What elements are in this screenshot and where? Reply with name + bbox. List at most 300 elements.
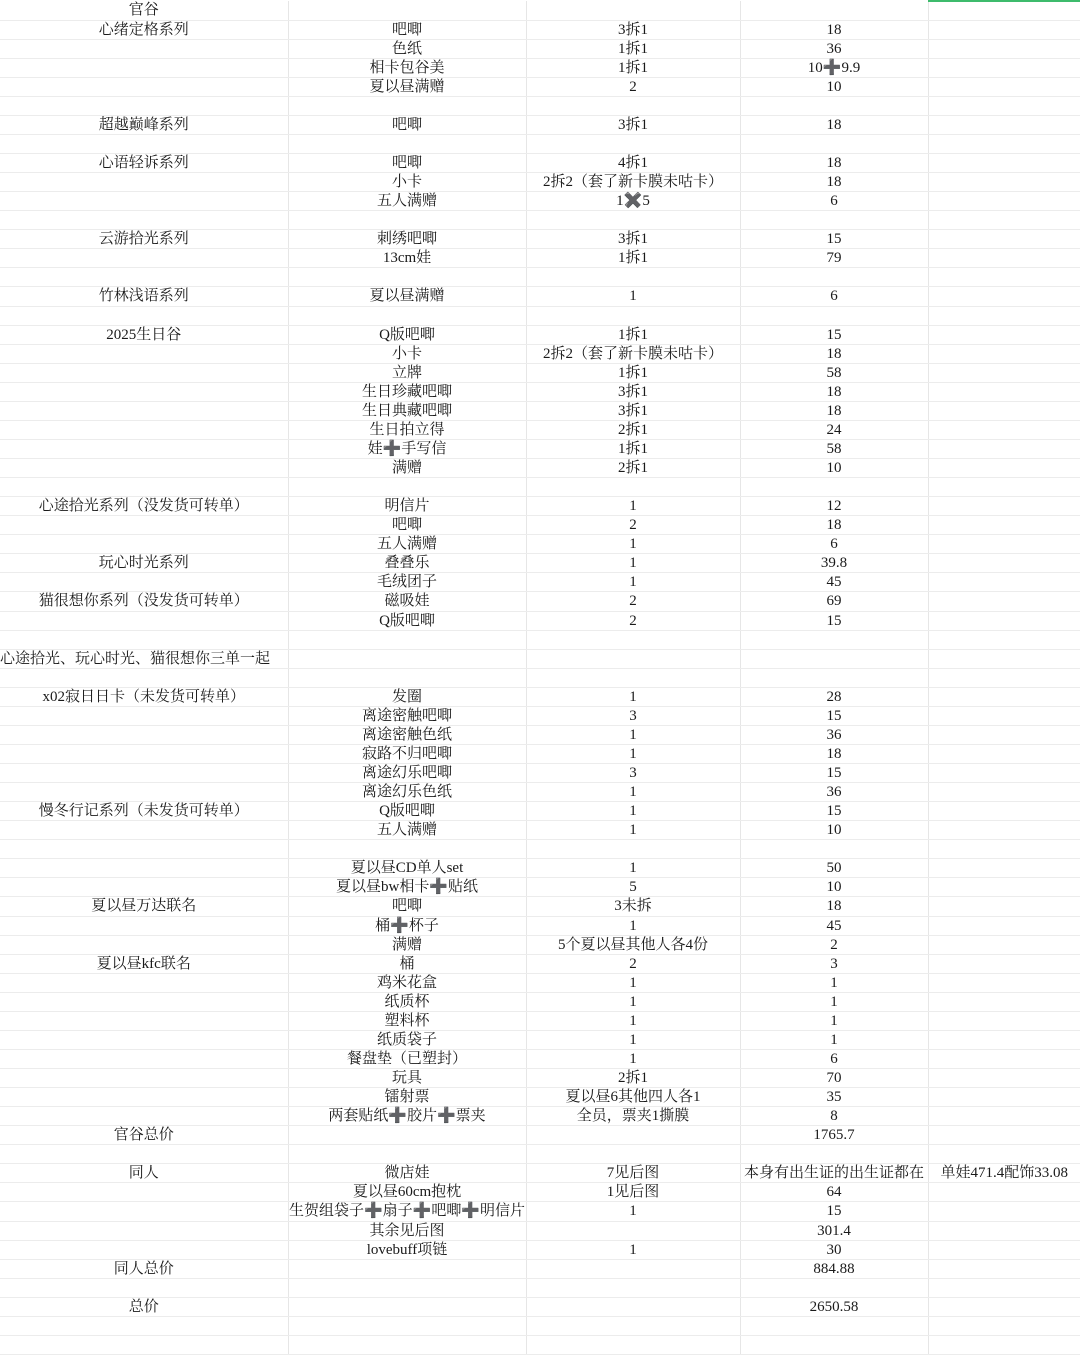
sheet-cell[interactable]: 884.88	[740, 1259, 928, 1278]
sheet-cell[interactable]	[0, 134, 288, 153]
sheet-cell[interactable]: 心途拾光系列（没发货可转单）	[0, 497, 288, 516]
sheet-cell[interactable]: 小卡	[288, 344, 526, 363]
sheet-cell[interactable]: 3未拆	[526, 897, 740, 916]
sheet-cell[interactable]	[0, 630, 288, 649]
sheet-cell[interactable]	[928, 954, 1080, 973]
sheet-cell[interactable]	[928, 39, 1080, 58]
sheet-cell[interactable]: 吧唧	[288, 516, 526, 535]
sheet-cell[interactable]: 夏以昼bw相卡➕贴纸	[288, 878, 526, 897]
sheet-cell[interactable]: 1	[526, 535, 740, 554]
sheet-cell[interactable]	[928, 306, 1080, 325]
sheet-cell[interactable]	[928, 668, 1080, 687]
sheet-cell[interactable]: 301.4	[740, 1221, 928, 1240]
sheet-cell[interactable]	[526, 1335, 740, 1354]
sheet-cell[interactable]	[928, 344, 1080, 363]
sheet-cell[interactable]	[288, 1316, 526, 1335]
sheet-cell[interactable]	[0, 382, 288, 401]
sheet-cell[interactable]: 18	[740, 897, 928, 916]
sheet-cell[interactable]: 刺绣吧唧	[288, 230, 526, 249]
sheet-cell[interactable]	[526, 840, 740, 859]
sheet-cell[interactable]	[928, 268, 1080, 287]
sheet-cell[interactable]	[928, 1183, 1080, 1202]
sheet-cell[interactable]	[526, 268, 740, 287]
sheet-cell[interactable]: 纸质袋子	[288, 1030, 526, 1049]
sheet-cell[interactable]: 1拆1	[526, 325, 740, 344]
sheet-cell[interactable]: 夏以昼CD单人set	[288, 859, 526, 878]
sheet-cell[interactable]: 18	[740, 516, 928, 535]
sheet-cell[interactable]	[928, 802, 1080, 821]
sheet-cell[interactable]: 离途幻乐色纸	[288, 783, 526, 802]
sheet-cell[interactable]: 餐盘垫（已塑封）	[288, 1049, 526, 1068]
sheet-cell[interactable]	[928, 783, 1080, 802]
sheet-cell[interactable]: 6	[740, 192, 928, 211]
sheet-cell[interactable]	[0, 783, 288, 802]
sheet-cell[interactable]	[928, 439, 1080, 458]
sheet-cell[interactable]: 1	[526, 859, 740, 878]
sheet-cell[interactable]: 其余见后图	[288, 1221, 526, 1240]
sheet-cell[interactable]: 1	[526, 1030, 740, 1049]
sheet-cell[interactable]: 1	[526, 992, 740, 1011]
sheet-cell[interactable]: 2	[740, 935, 928, 954]
sheet-cell[interactable]: 五人满赠	[288, 821, 526, 840]
sheet-cell[interactable]: 35	[740, 1088, 928, 1107]
sheet-cell[interactable]: 1	[526, 725, 740, 744]
sheet-cell[interactable]: Q版吧唧	[288, 325, 526, 344]
sheet-cell[interactable]	[0, 1278, 288, 1297]
sheet-cell[interactable]: 15	[740, 1202, 928, 1221]
sheet-cell[interactable]	[0, 668, 288, 687]
sheet-cell[interactable]: 1	[526, 802, 740, 821]
sheet-cell[interactable]	[288, 668, 526, 687]
sheet-cell[interactable]	[740, 96, 928, 115]
sheet-cell[interactable]: 1	[526, 554, 740, 573]
sheet-cell[interactable]	[928, 744, 1080, 763]
sheet-cell[interactable]: 色纸	[288, 39, 526, 58]
sheet-cell[interactable]: 58	[740, 439, 928, 458]
sheet-cell[interactable]	[526, 1221, 740, 1240]
sheet-cell[interactable]	[0, 173, 288, 192]
sheet-cell[interactable]: 1	[526, 744, 740, 763]
sheet-cell[interactable]: 1	[526, 573, 740, 592]
sheet-cell[interactable]: 心途拾光、玩心时光、猫很想你三单一起	[0, 649, 288, 668]
sheet-cell[interactable]	[526, 1316, 740, 1335]
sheet-cell[interactable]	[928, 20, 1080, 39]
sheet-cell[interactable]	[0, 840, 288, 859]
sheet-cell[interactable]	[740, 306, 928, 325]
sheet-cell[interactable]	[288, 1145, 526, 1164]
sheet-cell[interactable]: 生日拍立得	[288, 420, 526, 439]
sheet-cell[interactable]: 两套贴纸➕胶片➕票夹	[288, 1107, 526, 1126]
sheet-cell[interactable]: 28	[740, 687, 928, 706]
sheet-cell[interactable]: 1	[526, 1202, 740, 1221]
sheet-cell[interactable]	[928, 1278, 1080, 1297]
sheet-cell[interactable]: 1	[526, 287, 740, 306]
sheet-cell[interactable]	[740, 134, 928, 153]
sheet-cell[interactable]	[526, 1126, 740, 1145]
sheet-cell[interactable]	[526, 96, 740, 115]
sheet-cell[interactable]: 18	[740, 173, 928, 192]
sheet-cell[interactable]	[928, 154, 1080, 173]
sheet-cell[interactable]: 1	[526, 497, 740, 516]
sheet-cell[interactable]: 24	[740, 420, 928, 439]
sheet-cell[interactable]	[288, 478, 526, 497]
sheet-cell[interactable]	[526, 649, 740, 668]
sheet-cell[interactable]	[288, 1259, 526, 1278]
sheet-cell[interactable]: 50	[740, 859, 928, 878]
sheet-cell[interactable]: 1拆1	[526, 249, 740, 268]
sheet-cell[interactable]	[928, 230, 1080, 249]
sheet-cell[interactable]: 1	[526, 916, 740, 935]
sheet-cell[interactable]	[740, 1, 928, 20]
sheet-cell[interactable]: 1	[740, 973, 928, 992]
sheet-cell[interactable]	[740, 649, 928, 668]
sheet-cell[interactable]: 3拆1	[526, 20, 740, 39]
sheet-cell[interactable]	[0, 1030, 288, 1049]
sheet-cell[interactable]: 3	[740, 954, 928, 973]
sheet-cell[interactable]: 10➕9.9	[740, 58, 928, 77]
sheet-cell[interactable]: 离途幻乐吧唧	[288, 764, 526, 783]
sheet-cell[interactable]	[928, 134, 1080, 153]
sheet-cell[interactable]	[0, 268, 288, 287]
sheet-cell[interactable]: 生贺组袋子➕扇子➕吧唧➕明信片	[288, 1203, 526, 1220]
sheet-cell[interactable]	[928, 459, 1080, 478]
sheet-cell[interactable]: 小卡	[288, 173, 526, 192]
sheet-cell[interactable]	[526, 668, 740, 687]
sheet-cell[interactable]	[928, 115, 1080, 134]
sheet-cell[interactable]	[928, 706, 1080, 725]
sheet-cell[interactable]	[928, 173, 1080, 192]
sheet-cell[interactable]: 3拆1	[526, 115, 740, 134]
sheet-cell[interactable]	[928, 1145, 1080, 1164]
sheet-cell[interactable]	[928, 211, 1080, 230]
sheet-cell[interactable]: 2拆1	[526, 420, 740, 439]
sheet-cell[interactable]	[526, 1, 740, 20]
sheet-cell[interactable]: 5个夏以昼其他人各4份	[526, 935, 740, 954]
sheet-cell[interactable]	[0, 344, 288, 363]
sheet-cell[interactable]	[288, 134, 526, 153]
sheet-cell[interactable]: 10	[740, 77, 928, 96]
sheet-cell[interactable]	[526, 306, 740, 325]
sheet-cell[interactable]: 4拆1	[526, 154, 740, 173]
sheet-cell[interactable]	[526, 1297, 740, 1316]
sheet-cell[interactable]: 竹林浅语系列	[0, 287, 288, 306]
sheet-cell[interactable]: x02寂日日卡（未发货可转单）	[0, 687, 288, 706]
sheet-cell[interactable]: 18	[740, 20, 928, 39]
sheet-cell[interactable]: 磁吸娃	[288, 592, 526, 611]
sheet-cell[interactable]: 18	[740, 744, 928, 763]
sheet-cell[interactable]: 2拆2（套了新卡膜未咕卡）	[526, 173, 740, 192]
sheet-cell[interactable]: 6	[740, 287, 928, 306]
sheet-cell[interactable]: 1	[526, 821, 740, 840]
sheet-cell[interactable]: 15	[740, 611, 928, 630]
sheet-cell[interactable]	[288, 1126, 526, 1145]
sheet-cell[interactable]	[288, 1, 526, 20]
sheet-cell[interactable]	[928, 821, 1080, 840]
sheet-cell[interactable]: 2	[526, 516, 740, 535]
sheet-cell[interactable]	[928, 1335, 1080, 1354]
sheet-cell[interactable]	[0, 192, 288, 211]
sheet-cell[interactable]	[928, 1126, 1080, 1145]
sheet-cell[interactable]: 吧唧	[288, 897, 526, 916]
sheet-cell[interactable]	[740, 211, 928, 230]
sheet-cell[interactable]: 桶	[288, 954, 526, 973]
sheet-cell[interactable]	[928, 77, 1080, 96]
sheet-cell[interactable]	[928, 1088, 1080, 1107]
sheet-cell[interactable]	[928, 1240, 1080, 1259]
sheet-cell[interactable]: 寂路不归吧唧	[288, 744, 526, 763]
sheet-cell[interactable]	[928, 401, 1080, 420]
sheet-cell[interactable]: 夏以昼60cm抱枕	[288, 1183, 526, 1202]
sheet-cell[interactable]	[928, 363, 1080, 382]
sheet-cell[interactable]	[928, 1297, 1080, 1316]
sheet-cell[interactable]	[740, 1145, 928, 1164]
sheet-cell[interactable]	[928, 1259, 1080, 1278]
sheet-cell[interactable]: 离途密触吧唧	[288, 706, 526, 725]
sheet-cell[interactable]	[0, 1183, 288, 1202]
sheet-cell[interactable]: 30	[740, 1240, 928, 1259]
sheet-cell[interactable]	[0, 725, 288, 744]
sheet-cell[interactable]: 官谷	[0, 1, 288, 20]
sheet-cell[interactable]	[0, 535, 288, 554]
sheet-cell[interactable]	[740, 1316, 928, 1335]
sheet-cell[interactable]	[0, 821, 288, 840]
sheet-cell[interactable]	[928, 649, 1080, 668]
sheet-cell[interactable]	[928, 497, 1080, 516]
sheet-cell[interactable]	[526, 1145, 740, 1164]
sheet-cell[interactable]	[928, 325, 1080, 344]
sheet-cell[interactable]	[928, 725, 1080, 744]
sheet-cell[interactable]: 五人满赠	[288, 192, 526, 211]
sheet-cell[interactable]: 12	[740, 497, 928, 516]
sheet-cell[interactable]	[0, 1202, 288, 1221]
sheet-cell[interactable]: 1	[526, 1049, 740, 1068]
sheet-cell[interactable]	[928, 1221, 1080, 1240]
sheet-cell[interactable]: 5	[526, 878, 740, 897]
sheet-cell[interactable]: 生日珍藏吧唧	[288, 382, 526, 401]
sheet-cell[interactable]: 塑料杯	[288, 1011, 526, 1030]
sheet-cell[interactable]	[740, 478, 928, 497]
sheet-cell[interactable]: 2拆2（套了新卡膜未咕卡）	[526, 344, 740, 363]
sheet-cell[interactable]	[0, 1240, 288, 1259]
sheet-cell[interactable]: 36	[740, 783, 928, 802]
sheet-cell[interactable]: 15	[740, 802, 928, 821]
sheet-cell[interactable]: 3拆1	[526, 401, 740, 420]
sheet-cell[interactable]: 超越巅峰系列	[0, 115, 288, 134]
sheet-cell[interactable]: 6	[740, 1049, 928, 1068]
sheet-cell[interactable]: 桶➕杯子	[288, 916, 526, 935]
sheet-cell[interactable]	[928, 478, 1080, 497]
sheet-cell[interactable]	[0, 1088, 288, 1107]
sheet-cell[interactable]: 45	[740, 573, 928, 592]
sheet-cell[interactable]: 夏以昼满赠	[288, 287, 526, 306]
sheet-cell[interactable]	[288, 1278, 526, 1297]
sheet-cell[interactable]: 3	[526, 764, 740, 783]
sheet-cell[interactable]: 2拆1	[526, 1069, 740, 1088]
sheet-cell[interactable]	[0, 916, 288, 935]
sheet-cell[interactable]	[740, 840, 928, 859]
sheet-cell[interactable]	[740, 1278, 928, 1297]
sheet-cell[interactable]: 1765.7	[740, 1126, 928, 1145]
sheet-cell[interactable]	[288, 306, 526, 325]
sheet-cell[interactable]: 3	[526, 706, 740, 725]
sheet-cell[interactable]: 1	[740, 992, 928, 1011]
sheet-cell[interactable]: 15	[740, 230, 928, 249]
sheet-cell[interactable]	[928, 249, 1080, 268]
sheet-cell[interactable]	[928, 535, 1080, 554]
sheet-cell[interactable]	[928, 630, 1080, 649]
sheet-cell[interactable]	[526, 1278, 740, 1297]
sheet-cell[interactable]: 离途密触色纸	[288, 725, 526, 744]
sheet-cell[interactable]	[0, 459, 288, 478]
sheet-cell[interactable]: 猫很想你系列（没发货可转单）	[0, 592, 288, 611]
sheet-cell[interactable]: 2	[526, 77, 740, 96]
sheet-cell[interactable]: 36	[740, 39, 928, 58]
sheet-cell[interactable]: 79	[740, 249, 928, 268]
sheet-cell[interactable]	[928, 96, 1080, 115]
sheet-cell[interactable]: 18	[740, 115, 928, 134]
sheet-cell[interactable]	[0, 249, 288, 268]
sheet-cell[interactable]: 夏以昼万达联名	[0, 897, 288, 916]
sheet-cell[interactable]: 1	[526, 1011, 740, 1030]
sheet-cell[interactable]: 鸡米花盒	[288, 973, 526, 992]
sheet-cell[interactable]	[0, 1011, 288, 1030]
sheet-cell[interactable]: 相卡包谷美	[288, 58, 526, 77]
sheet-cell[interactable]	[928, 592, 1080, 611]
sheet-cell[interactable]	[928, 573, 1080, 592]
sheet-cell[interactable]	[0, 96, 288, 115]
sheet-cell[interactable]: 毛绒团子	[288, 573, 526, 592]
sheet-cell[interactable]	[928, 1030, 1080, 1049]
sheet-cell[interactable]	[0, 1049, 288, 1068]
sheet-cell[interactable]: 6	[740, 535, 928, 554]
sheet-cell[interactable]	[928, 973, 1080, 992]
sheet-cell[interactable]	[928, 58, 1080, 77]
sheet-cell[interactable]: 1拆1	[526, 363, 740, 382]
sheet-cell[interactable]	[0, 363, 288, 382]
sheet-cell[interactable]: 满赠	[288, 459, 526, 478]
sheet-cell[interactable]	[0, 706, 288, 725]
sheet-cell[interactable]: 18	[740, 154, 928, 173]
sheet-cell[interactable]	[526, 1259, 740, 1278]
sheet-cell[interactable]: 18	[740, 382, 928, 401]
sheet-cell[interactable]	[0, 992, 288, 1011]
sheet-cell[interactable]	[0, 1145, 288, 1164]
sheet-cell[interactable]	[928, 916, 1080, 935]
sheet-cell[interactable]: 70	[740, 1069, 928, 1088]
sheet-cell[interactable]: 15	[740, 706, 928, 725]
sheet-cell[interactable]	[0, 211, 288, 230]
sheet-cell[interactable]	[0, 878, 288, 897]
sheet-cell[interactable]: 明信片	[288, 497, 526, 516]
sheet-cell[interactable]	[928, 935, 1080, 954]
sheet-cell[interactable]	[0, 401, 288, 420]
sheet-cell[interactable]	[526, 630, 740, 649]
sheet-cell[interactable]: 10	[740, 821, 928, 840]
sheet-cell[interactable]: 2650.58	[740, 1297, 928, 1316]
sheet-cell[interactable]	[928, 420, 1080, 439]
sheet-cell[interactable]: 1	[526, 783, 740, 802]
sheet-cell[interactable]	[288, 211, 526, 230]
sheet-cell[interactable]: 1	[526, 973, 740, 992]
sheet-cell[interactable]: 官谷总价	[0, 1126, 288, 1145]
sheet-cell[interactable]: 满赠	[288, 935, 526, 954]
sheet-cell[interactable]	[740, 668, 928, 687]
sheet-cell[interactable]: 同人总价	[0, 1259, 288, 1278]
sheet-cell[interactable]	[0, 1316, 288, 1335]
sheet-cell[interactable]: 1	[526, 687, 740, 706]
sheet-cell[interactable]: 同人	[0, 1164, 288, 1183]
sheet-cell[interactable]: 本身有出生证的出生证都在	[740, 1164, 928, 1183]
sheet-cell[interactable]	[928, 1, 1080, 20]
sheet-cell[interactable]: 45	[740, 916, 928, 935]
sheet-cell[interactable]	[928, 840, 1080, 859]
sheet-cell[interactable]	[526, 478, 740, 497]
sheet-cell[interactable]: 2拆1	[526, 459, 740, 478]
sheet-cell[interactable]	[0, 611, 288, 630]
sheet-cell[interactable]: 娃➕手写信	[288, 439, 526, 458]
sheet-cell[interactable]	[928, 1049, 1080, 1068]
sheet-cell[interactable]: 1✖️5	[526, 192, 740, 211]
sheet-cell[interactable]: 发圈	[288, 687, 526, 706]
sheet-cell[interactable]: 69	[740, 592, 928, 611]
sheet-cell[interactable]	[740, 268, 928, 287]
sheet-cell[interactable]	[928, 516, 1080, 535]
sheet-cell[interactable]	[288, 630, 526, 649]
sheet-cell[interactable]: 10	[740, 459, 928, 478]
sheet-cell[interactable]	[928, 1069, 1080, 1088]
sheet-cell[interactable]: 18	[740, 401, 928, 420]
sheet-cell[interactable]: 五人满赠	[288, 535, 526, 554]
sheet-cell[interactable]: 1拆1	[526, 439, 740, 458]
sheet-cell[interactable]	[288, 1297, 526, 1316]
sheet-cell[interactable]: 2025生日谷	[0, 325, 288, 344]
sheet-cell[interactable]: 心绪定格系列	[0, 20, 288, 39]
sheet-cell[interactable]: 微店娃	[288, 1164, 526, 1183]
sheet-cell[interactable]: 吧唧	[288, 154, 526, 173]
sheet-cell[interactable]: 玩具	[288, 1069, 526, 1088]
sheet-cell[interactable]	[288, 1335, 526, 1354]
sheet-cell[interactable]: 1见后图	[526, 1183, 740, 1202]
sheet-cell[interactable]	[0, 58, 288, 77]
sheet-cell[interactable]: 2	[526, 954, 740, 973]
sheet-cell[interactable]	[928, 878, 1080, 897]
sheet-cell[interactable]: 全员，票夹1撕膜	[526, 1107, 740, 1126]
sheet-cell[interactable]: 夏以昼满赠	[288, 77, 526, 96]
sheet-cell[interactable]	[928, 1107, 1080, 1126]
sheet-cell[interactable]	[928, 1011, 1080, 1030]
sheet-cell[interactable]	[0, 478, 288, 497]
sheet-cell[interactable]	[0, 1107, 288, 1126]
sheet-cell[interactable]	[526, 211, 740, 230]
sheet-cell[interactable]: Q版吧唧	[288, 611, 526, 630]
sheet-cell[interactable]	[740, 630, 928, 649]
sheet-cell[interactable]: 18	[740, 344, 928, 363]
sheet-cell[interactable]: 慢冬行记系列（未发货可转单）	[0, 802, 288, 821]
sheet-cell[interactable]: 心语轻诉系列	[0, 154, 288, 173]
sheet-cell[interactable]: 10	[740, 878, 928, 897]
sheet-cell[interactable]: lovebuff项链	[288, 1240, 526, 1259]
sheet-cell[interactable]: 58	[740, 363, 928, 382]
sheet-cell[interactable]: 夏以昼kfc联名	[0, 954, 288, 973]
sheet-cell[interactable]	[928, 1202, 1080, 1221]
sheet-cell[interactable]: 单娃471.4配饰33.08	[928, 1164, 1080, 1183]
sheet-cell[interactable]: 7见后图	[526, 1164, 740, 1183]
sheet-cell[interactable]: 1	[740, 1030, 928, 1049]
sheet-cell[interactable]: 吧唧	[288, 115, 526, 134]
sheet-cell[interactable]	[288, 268, 526, 287]
sheet-cell[interactable]: 生日典藏吧唧	[288, 401, 526, 420]
sheet-cell[interactable]: 立牌	[288, 363, 526, 382]
